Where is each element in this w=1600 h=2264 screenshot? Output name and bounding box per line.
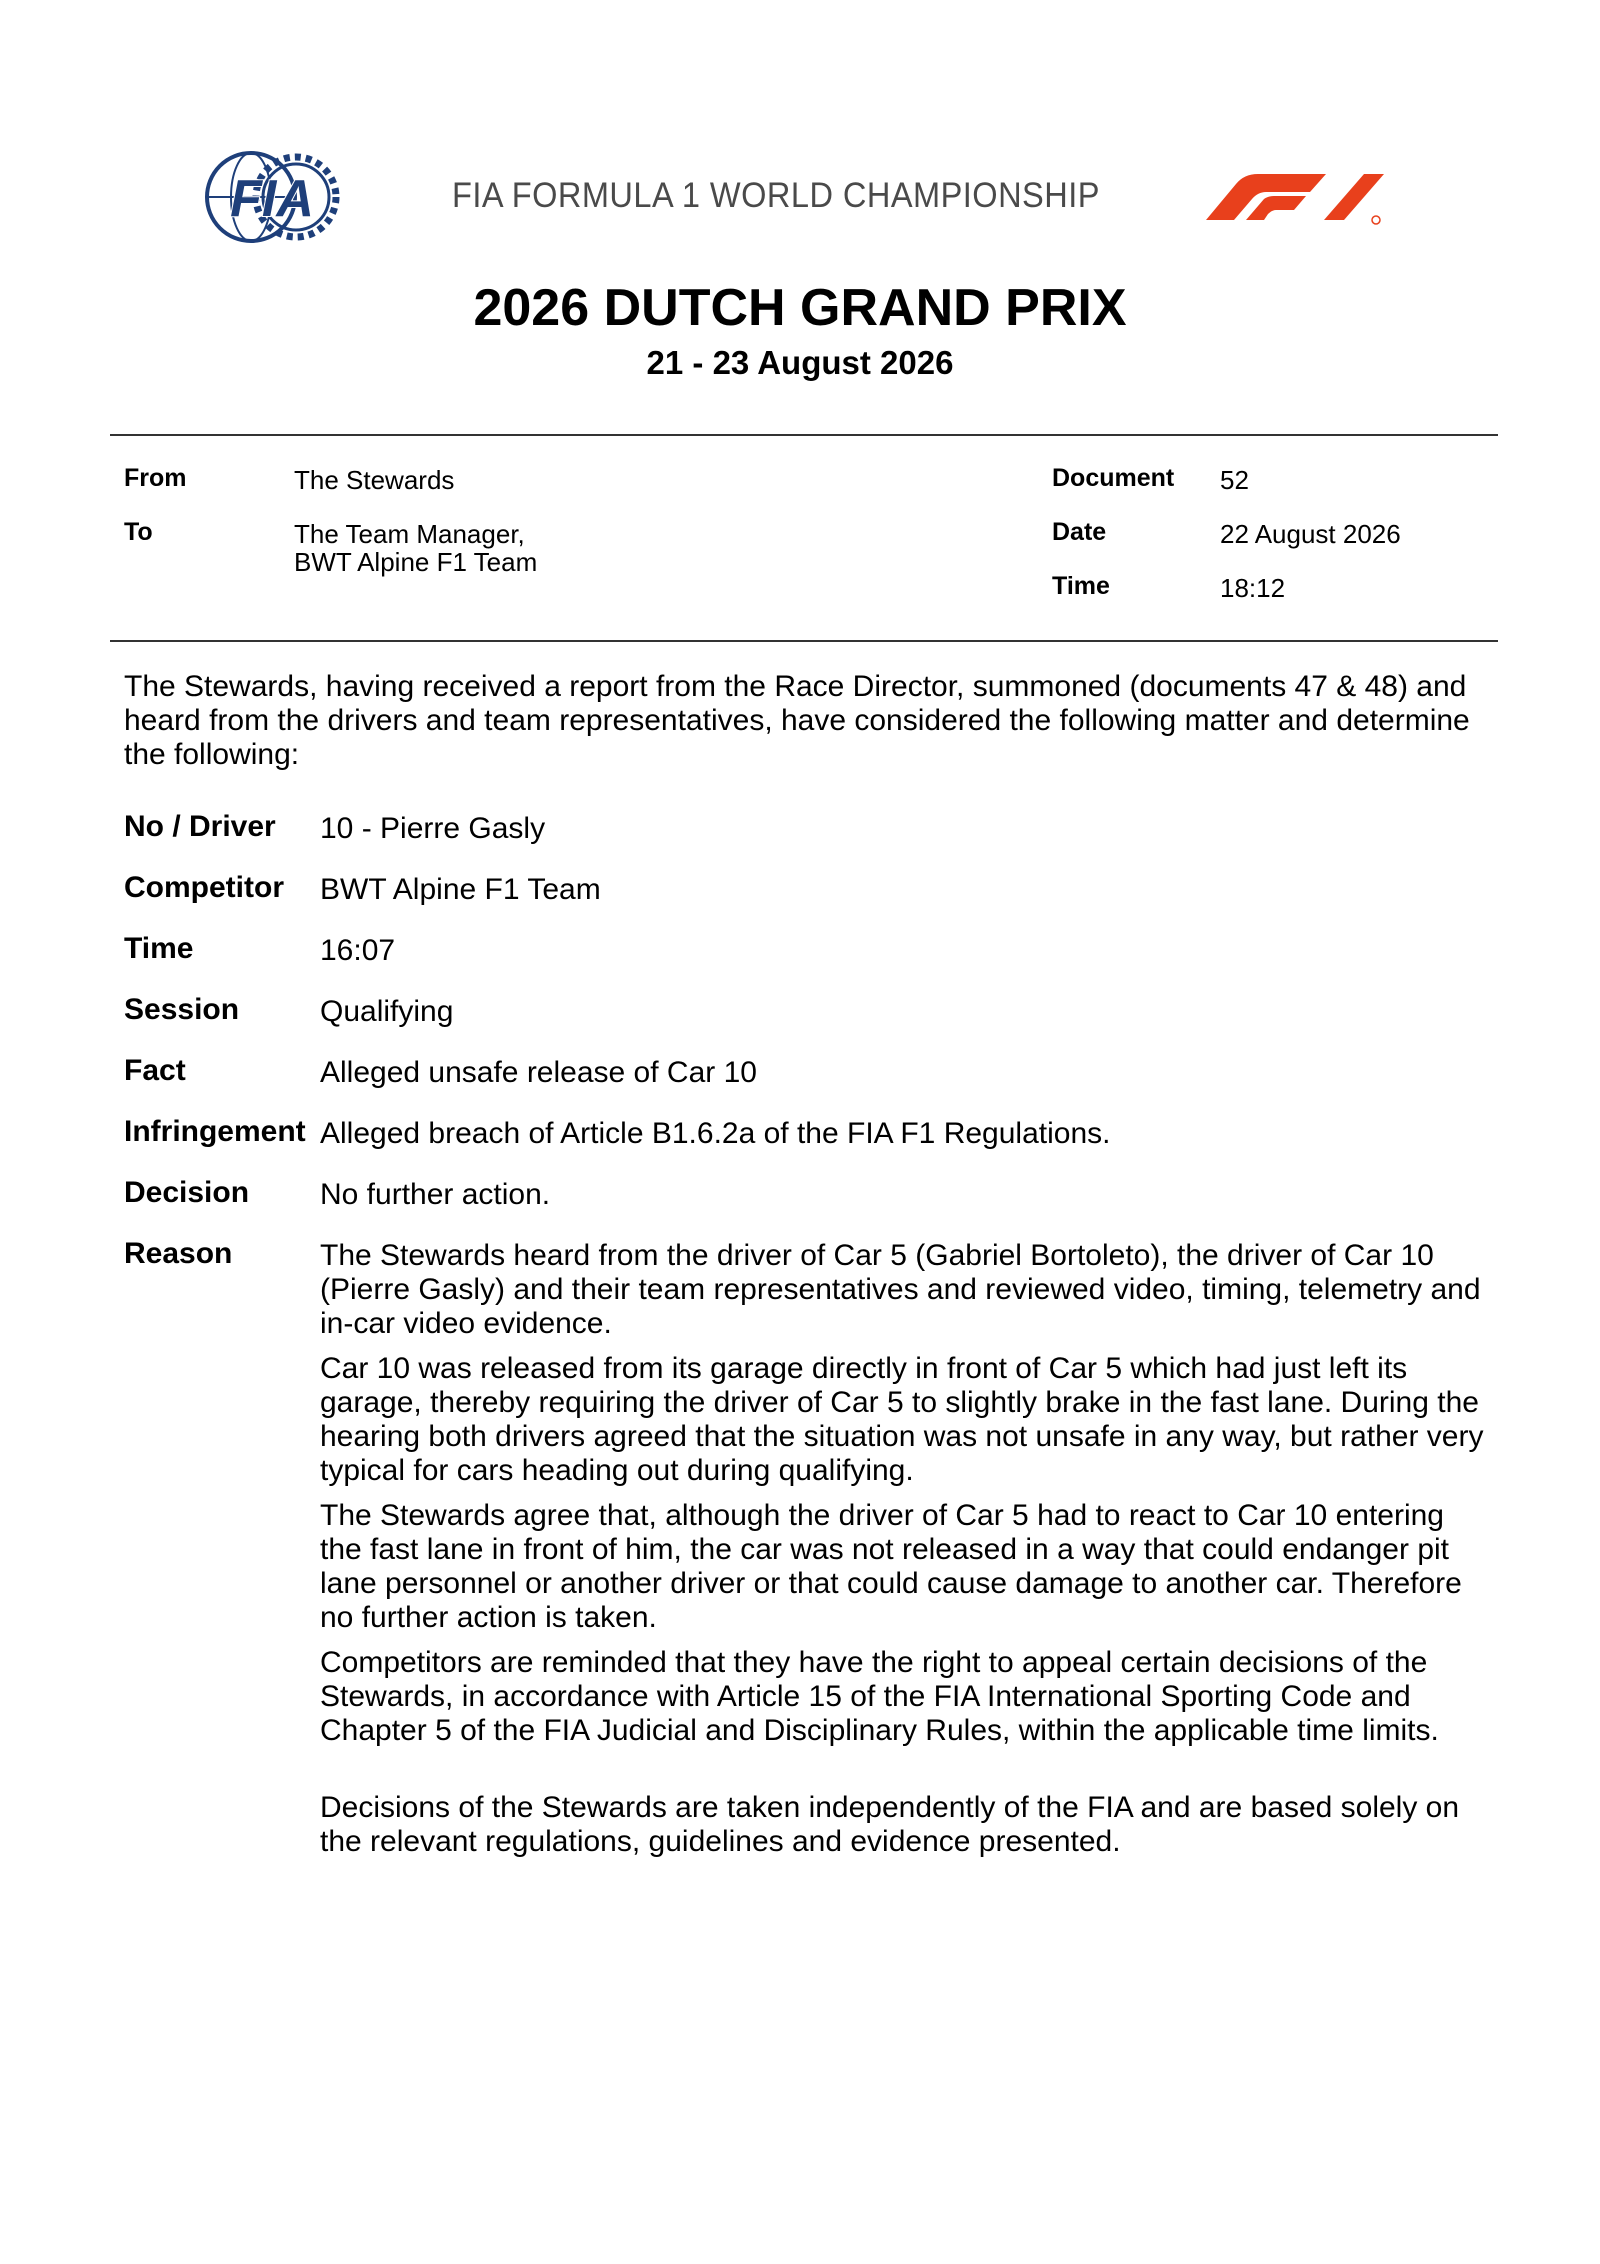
competitor-value: BWT Alpine F1 Team bbox=[320, 873, 601, 906]
event-word-2: GRAND bbox=[800, 279, 991, 337]
event-word-3: PRIX bbox=[1005, 279, 1127, 337]
reason-paragraph: The Stewards heard from the driver of Car 5 (Gabriel Bortoleto), the driver of Car 10 (Pierre Gasly) and their team representatives and reviewed video, timing, telemetry and in-car video evidence. bbox=[320, 1239, 1481, 1340]
reason-paragraph: Car 10 was released from its garage directly in front of Car 5 which had just left its garage, thereby requiring the driver of Car 5 to slightly brake in the fast lane. During the hearing both drivers agreed that the situation was not unsafe in any way, but rather very typical for cars heading out during qualifying. bbox=[320, 1352, 1484, 1487]
fact-label: Fact bbox=[124, 1054, 186, 1087]
from-value: The Stewards bbox=[294, 465, 455, 495]
to-value-line1: The Team Manager, bbox=[294, 519, 525, 549]
decision-label: Decision bbox=[124, 1176, 250, 1209]
independence-notice-paragraph: Decisions of the Stewards are taken independently of the FIA and are based solely on the relevant regulations, guidelines and evidence presented. bbox=[320, 1791, 1460, 1858]
event-word-1: DUTCH bbox=[603, 279, 786, 337]
time-label: Time bbox=[1052, 572, 1110, 600]
fia-logo-text: FIA bbox=[230, 170, 314, 228]
appeal-notice-paragraph: Competitors are reminded that they have the right to appeal certain decisions of the Stewards, in accordance with Article 15 of the FIA International Sporting Code and Chapter 5 of the FIA Judicial and Disciplinary Rules, within the applicable time limits. bbox=[320, 1646, 1439, 1747]
header-divider bbox=[110, 434, 1498, 436]
event-title bbox=[0, 279, 1600, 337]
to-label: To bbox=[124, 518, 153, 546]
driver-value: 10 - Pierre Gasly bbox=[320, 812, 546, 845]
from-label: From bbox=[124, 464, 187, 492]
date-value: 22 August 2026 bbox=[1220, 519, 1401, 549]
document-number: 52 bbox=[1220, 465, 1249, 495]
competitor-label: Competitor bbox=[124, 871, 284, 904]
championship-title: FIA FORMULA 1 WORLD CHAMPIONSHIP bbox=[452, 176, 1100, 215]
time-value: 18:12 bbox=[1220, 573, 1286, 603]
session-time-value: 16:07 bbox=[320, 934, 396, 967]
intro-paragraph: The Stewards, having received a report from the Race Director, summoned (documents 47 & 48) and heard from the drivers and team representatives, have considered the following matter and determine the following: bbox=[124, 670, 1470, 771]
reason-label: Reason bbox=[124, 1237, 233, 1270]
infringement-label: Infringement bbox=[124, 1115, 306, 1148]
meta-divider bbox=[110, 640, 1498, 642]
infringement-value: Alleged breach of Article B1.6.2a of the FIA F1 Regulations. bbox=[320, 1117, 1111, 1150]
session-value: Qualifying bbox=[320, 995, 454, 1028]
document-label: Document bbox=[1052, 464, 1175, 492]
f1-logo bbox=[1206, 170, 1402, 226]
date-label: Date bbox=[1052, 518, 1107, 546]
driver-label: No / Driver bbox=[124, 810, 276, 843]
session-label: Session bbox=[124, 993, 240, 1026]
session-time-label: Time bbox=[124, 932, 194, 965]
event-dates: 21 - 23 August 2026 bbox=[646, 344, 954, 381]
decision-value: No further action. bbox=[320, 1178, 551, 1211]
reason-paragraph: The Stewards agree that, although the driver of Car 5 had to react to Car 10 entering the fast lane in front of him, the car was not released in a way that could endanger pit lane personnel or another driver or that could cause damage to another car. Therefore no further action is taken. bbox=[320, 1499, 1462, 1634]
fia-logo bbox=[204, 150, 340, 244]
fact-value: Alleged unsafe release of Car 10 bbox=[320, 1056, 757, 1089]
to-value-line2: BWT Alpine F1 Team bbox=[294, 547, 538, 577]
event-year: 2026 bbox=[473, 279, 590, 337]
